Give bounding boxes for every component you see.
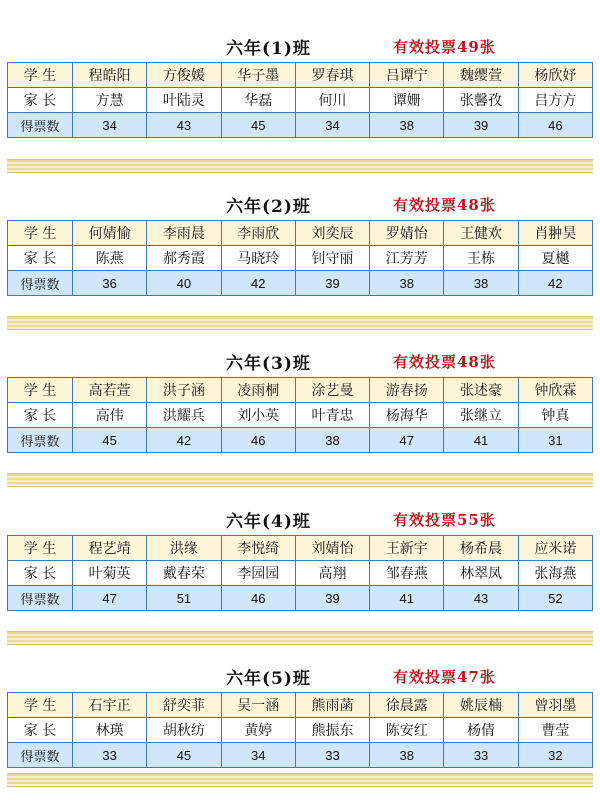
vote-count-cell: 46 — [221, 586, 295, 611]
parent-name-cell: 陈燕 — [73, 246, 147, 271]
student-name-cell: 刘奕辰 — [295, 221, 369, 246]
parent-name-cell: 林瑛 — [73, 718, 147, 743]
class-title-row — [0, 28, 600, 62]
parent-row — [8, 88, 593, 113]
parent-row — [8, 561, 593, 586]
vote-count-cell: 39 — [444, 113, 518, 138]
valid-votes-label: 有效投票47张 — [393, 668, 496, 686]
votes-row — [8, 271, 593, 296]
student-name-cell: 曾羽墨 — [518, 693, 592, 718]
vote-count-cell: 39 — [295, 586, 369, 611]
vote-count-cell: 43 — [444, 586, 518, 611]
vote-count-cell: 43 — [147, 113, 221, 138]
student-name-cell: 刘婧怡 — [295, 536, 369, 561]
student-name-cell: 李雨晨 — [147, 221, 221, 246]
parent-name-cell: 熊振东 — [295, 718, 369, 743]
student-row-label: 学 生 — [8, 693, 73, 718]
student-row-label: 学 生 — [8, 221, 73, 246]
class-section — [0, 186, 600, 292]
parent-name-cell: 叶菊英 — [73, 561, 147, 586]
votes-row — [8, 428, 593, 453]
parent-row-label: 家 长 — [8, 403, 73, 428]
class-title: 六年(4)班 — [226, 512, 311, 532]
parent-name-cell: 洪耀兵 — [147, 403, 221, 428]
vote-count-cell: 45 — [147, 743, 221, 768]
student-name-cell: 罗春琪 — [295, 63, 369, 88]
vote-count-cell: 47 — [370, 428, 444, 453]
student-name-cell: 高若萱 — [73, 378, 147, 403]
vote-count-cell: 47 — [73, 586, 147, 611]
parent-name-cell: 张海燕 — [518, 561, 592, 586]
parent-name-cell: 吕方方 — [518, 88, 592, 113]
student-name-cell: 王新宇 — [370, 536, 444, 561]
vote-count-cell: 41 — [444, 428, 518, 453]
vote-count-cell: 33 — [444, 743, 518, 768]
class-title: 六年(3)班 — [226, 354, 311, 374]
student-name-cell: 杨希晨 — [444, 536, 518, 561]
vote-table — [7, 377, 593, 453]
parent-name-cell: 黄婷 — [221, 718, 295, 743]
parent-name-cell: 李园园 — [221, 561, 295, 586]
student-row-label: 学 生 — [8, 536, 73, 561]
student-name-cell: 吴一涵 — [221, 693, 295, 718]
student-name-cell: 徐晨露 — [370, 693, 444, 718]
parent-name-cell: 高伟 — [73, 403, 147, 428]
vote-count-cell: 38 — [370, 113, 444, 138]
parent-row — [8, 246, 593, 271]
student-name-cell: 石宇正 — [73, 693, 147, 718]
votes-row — [8, 743, 593, 768]
student-name-cell: 华子墨 — [221, 63, 295, 88]
student-name-cell: 钟欣霖 — [518, 378, 592, 403]
parent-name-cell: 马晓玲 — [221, 246, 295, 271]
student-row — [8, 536, 593, 561]
student-name-cell: 应米诺 — [518, 536, 592, 561]
vote-count-cell: 51 — [147, 586, 221, 611]
parent-name-cell: 华磊 — [221, 88, 295, 113]
student-row — [8, 221, 593, 246]
vote-count-cell: 33 — [73, 743, 147, 768]
student-name-cell: 吕谭宁 — [370, 63, 444, 88]
votes-row-label: 得票数 — [8, 271, 73, 296]
student-name-cell: 张述豪 — [444, 378, 518, 403]
vote-count-cell: 38 — [444, 271, 518, 296]
vote-table — [7, 62, 593, 138]
parent-name-cell: 钊守丽 — [295, 246, 369, 271]
parent-name-cell: 杨倩 — [444, 718, 518, 743]
vote-count-cell: 33 — [295, 743, 369, 768]
valid-votes-label: 有效投票48张 — [393, 196, 496, 214]
parent-name-cell: 林翠凤 — [444, 561, 518, 586]
parent-name-cell: 陈安红 — [370, 718, 444, 743]
votes-row-label: 得票数 — [8, 113, 73, 138]
student-name-cell: 李悦绮 — [221, 536, 295, 561]
parent-name-cell: 杨海华 — [370, 403, 444, 428]
vote-count-cell: 32 — [518, 743, 592, 768]
vote-count-cell: 52 — [518, 586, 592, 611]
parent-name-cell: 张继立 — [444, 403, 518, 428]
class-title-row — [0, 658, 600, 692]
class-title-row — [0, 501, 600, 535]
parent-name-cell: 叶陆灵 — [147, 88, 221, 113]
student-row-label: 学 生 — [8, 63, 73, 88]
class-section — [0, 28, 600, 134]
student-name-cell: 杨欣妤 — [518, 63, 592, 88]
student-name-cell: 方俊媛 — [147, 63, 221, 88]
parent-name-cell: 郝秀霞 — [147, 246, 221, 271]
student-name-cell: 肖翀昊 — [518, 221, 592, 246]
parent-name-cell: 江芳芳 — [370, 246, 444, 271]
student-name-cell: 凌雨桐 — [221, 378, 295, 403]
vote-table — [7, 220, 593, 296]
parent-name-cell: 夏樾 — [518, 246, 592, 271]
vote-count-cell: 41 — [370, 586, 444, 611]
student-row-label: 学 生 — [8, 378, 73, 403]
vote-count-cell: 46 — [221, 428, 295, 453]
parent-row-label: 家 长 — [8, 561, 73, 586]
class-section — [0, 658, 600, 764]
section-divider — [7, 473, 593, 487]
student-name-cell: 洪子涵 — [147, 378, 221, 403]
student-name-cell: 何婧愉 — [73, 221, 147, 246]
parent-name-cell: 方慧 — [73, 88, 147, 113]
parent-name-cell: 王栋 — [444, 246, 518, 271]
vote-table — [7, 535, 593, 611]
student-name-cell: 程艺靖 — [73, 536, 147, 561]
student-row — [8, 63, 593, 88]
parent-name-cell: 钟真 — [518, 403, 592, 428]
vote-count-cell: 42 — [147, 428, 221, 453]
valid-votes-label: 有效投票55张 — [393, 511, 496, 529]
class-title-row — [0, 343, 600, 377]
votes-row — [8, 113, 593, 138]
student-name-cell: 罗婧怡 — [370, 221, 444, 246]
parent-row-label: 家 长 — [8, 718, 73, 743]
parent-row-label: 家 长 — [8, 88, 73, 113]
parent-name-cell: 高翔 — [295, 561, 369, 586]
parent-name-cell: 何川 — [295, 88, 369, 113]
parent-row — [8, 718, 593, 743]
vote-count-cell: 31 — [518, 428, 592, 453]
vote-count-cell: 45 — [221, 113, 295, 138]
vote-count-cell: 39 — [295, 271, 369, 296]
section-divider — [7, 316, 593, 330]
valid-votes-label: 有效投票48张 — [393, 353, 496, 371]
vote-count-cell: 42 — [221, 271, 295, 296]
student-name-cell: 洪缘 — [147, 536, 221, 561]
votes-row-label: 得票数 — [8, 586, 73, 611]
section-divider — [7, 631, 593, 645]
vote-count-cell: 34 — [295, 113, 369, 138]
vote-count-cell: 42 — [518, 271, 592, 296]
parent-name-cell: 胡秋纺 — [147, 718, 221, 743]
valid-votes-label: 有效投票49张 — [393, 38, 496, 56]
parent-row-label: 家 长 — [8, 246, 73, 271]
student-row — [8, 693, 593, 718]
vote-count-cell: 34 — [73, 113, 147, 138]
vote-count-cell: 38 — [295, 428, 369, 453]
class-title: 六年(1)班 — [226, 39, 311, 59]
vote-table — [7, 692, 593, 768]
parent-row — [8, 403, 593, 428]
parent-name-cell: 戴春荣 — [147, 561, 221, 586]
parent-name-cell: 刘小英 — [221, 403, 295, 428]
vote-count-cell: 38 — [370, 743, 444, 768]
class-section — [0, 343, 600, 449]
student-name-cell: 程皓阳 — [73, 63, 147, 88]
parent-name-cell: 曹莹 — [518, 718, 592, 743]
vote-count-cell: 40 — [147, 271, 221, 296]
student-name-cell: 游春扬 — [370, 378, 444, 403]
student-row — [8, 378, 593, 403]
vote-count-cell: 34 — [221, 743, 295, 768]
votes-row-label: 得票数 — [8, 743, 73, 768]
student-name-cell: 王健欢 — [444, 221, 518, 246]
section-divider — [7, 159, 593, 173]
parent-name-cell: 邹春燕 — [370, 561, 444, 586]
class-title: 六年(5)班 — [226, 669, 311, 689]
student-name-cell: 姚辰楠 — [444, 693, 518, 718]
vote-count-cell: 45 — [73, 428, 147, 453]
student-name-cell: 舒奕菲 — [147, 693, 221, 718]
parent-name-cell: 张馨孜 — [444, 88, 518, 113]
parent-name-cell: 谭姗 — [370, 88, 444, 113]
vote-count-cell: 38 — [370, 271, 444, 296]
parent-name-cell: 叶青忠 — [295, 403, 369, 428]
student-name-cell: 熊雨菡 — [295, 693, 369, 718]
class-title-row — [0, 186, 600, 220]
class-section — [0, 501, 600, 607]
section-divider — [7, 773, 593, 787]
student-name-cell: 魏缨萱 — [444, 63, 518, 88]
student-name-cell: 李雨欣 — [221, 221, 295, 246]
student-name-cell: 涂艺曼 — [295, 378, 369, 403]
votes-row — [8, 586, 593, 611]
vote-count-cell: 36 — [73, 271, 147, 296]
class-title: 六年(2)班 — [226, 197, 311, 217]
vote-count-cell: 46 — [518, 113, 592, 138]
votes-row-label: 得票数 — [8, 428, 73, 453]
